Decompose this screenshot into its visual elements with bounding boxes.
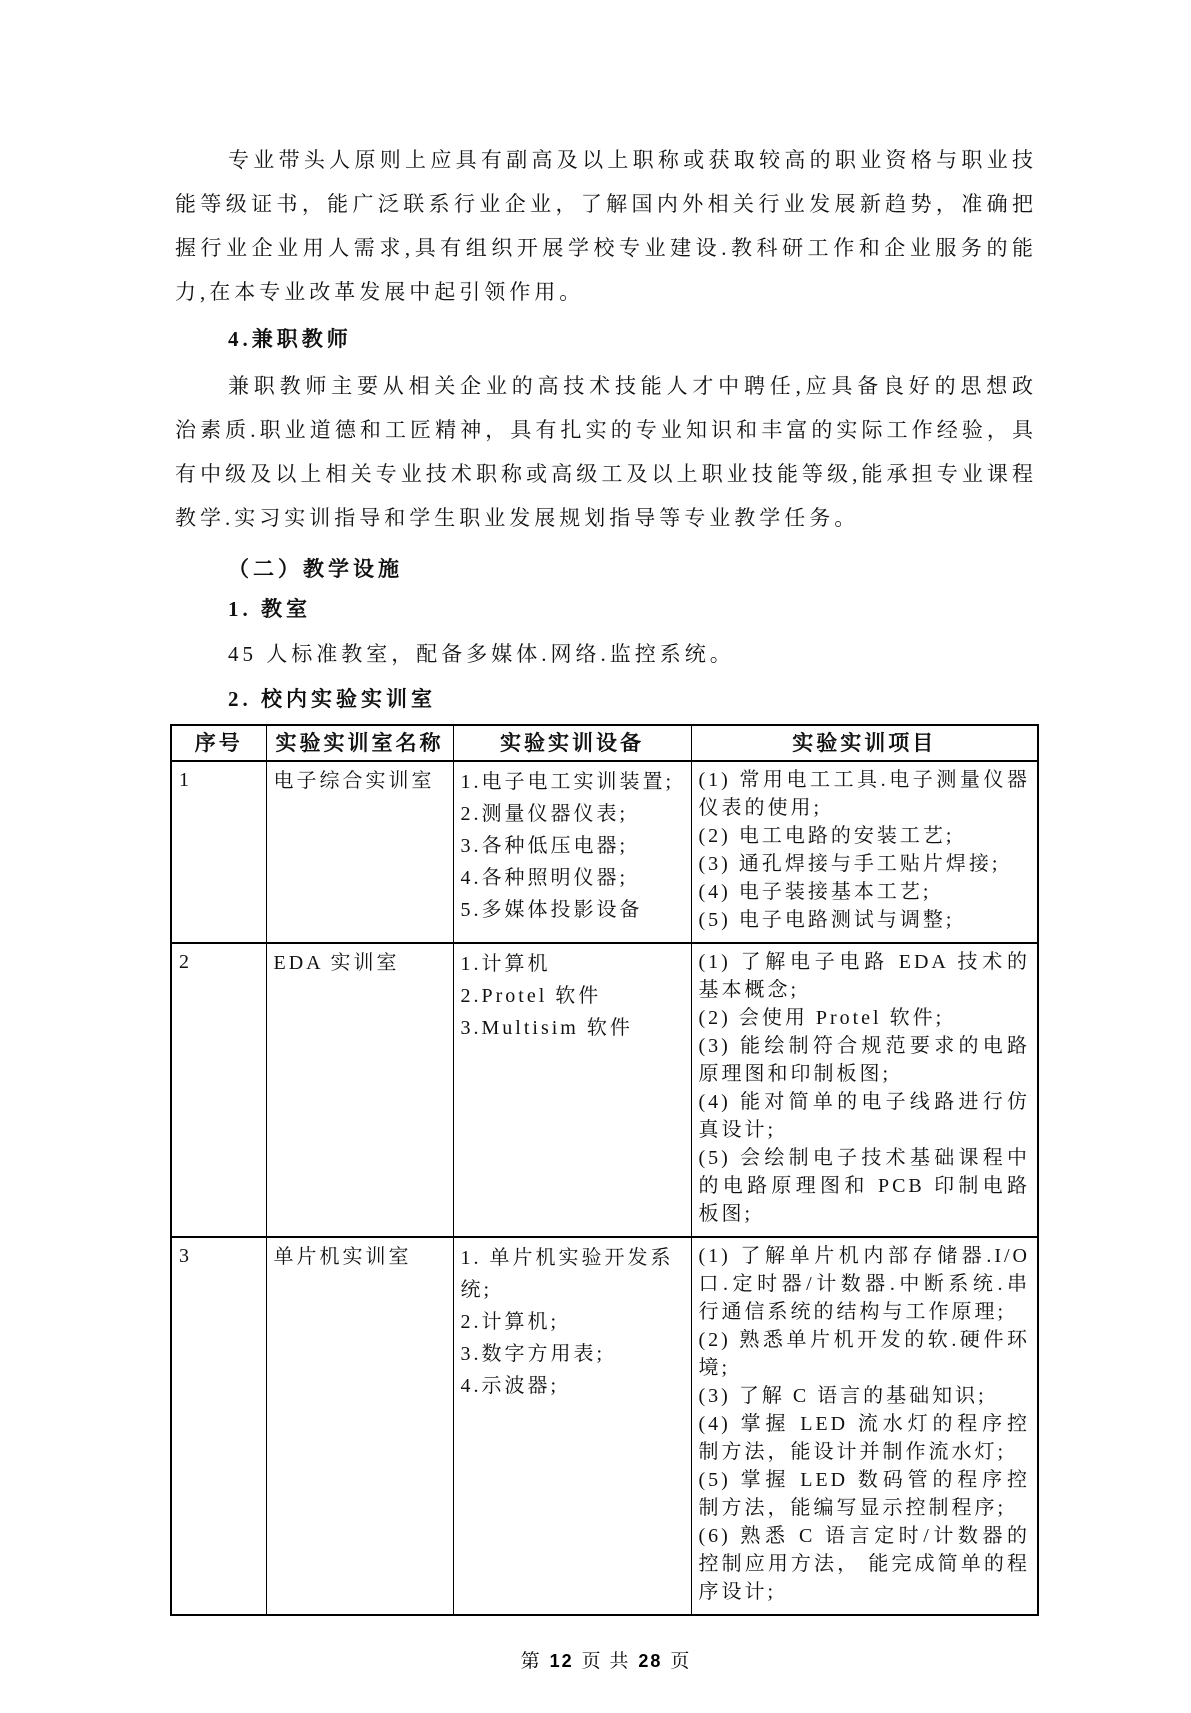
equipment-item: 1.计算机	[460, 953, 551, 975]
lab-room-name: 电子综合实训室	[266, 761, 453, 943]
column-header-equipment: 实验实训设备	[453, 725, 691, 761]
project-item: (3) 通孔焊接与手工贴片焊接;	[698, 853, 1001, 875]
footer-page-number: 12	[549, 1651, 574, 1671]
project-item: (4) 电子装接基本工艺;	[698, 881, 932, 903]
equipment-item: 3.数字方用表;	[460, 1343, 606, 1365]
project-item: (1) 常用电工工具.电子测量仪器仪表的使用;	[698, 769, 1030, 819]
lab-room-name: EDA 实训室	[266, 943, 453, 1237]
lab-table-row	[171, 761, 1038, 943]
equipment-item: 5.多媒体投影设备	[460, 899, 643, 921]
lab-equipment-cell	[453, 1237, 691, 1615]
heading-classroom: 1. 教室	[228, 597, 311, 621]
labs-table-body	[171, 761, 1038, 1615]
lab-equipment-cell	[453, 943, 691, 1237]
project-item: (2) 会使用 Protel 软件;	[698, 1007, 945, 1029]
footer-prefix: 第	[520, 1651, 542, 1672]
paragraph-classroom-spec: 45 人标准教室，配备多媒体.网络.监控系统。	[228, 642, 735, 666]
equipment-item: 1. 单片机实验开发系统;	[460, 1247, 674, 1301]
footer-suffix: 页	[670, 1651, 692, 1672]
project-item: (2) 电工电路的安装工艺;	[698, 825, 955, 847]
heading-campus-labs: 2. 校内实验实训室	[228, 687, 436, 711]
paragraph-part-time-teachers: 兼职教师主要从相关企业的高技术技能人才中聘任,应具备良好的思想政治素质.职业道德和工匠精神，具有扎实的专业知识和丰富的实际工作经验，具有中级及以上相关专业技术职称或高级工及以上职业技能等级,能承担专业课程教学.实习实训指导和学生职业发展规划指导等专业教学任务。	[175, 374, 1037, 530]
lab-projects-cell	[691, 943, 1038, 1237]
lab-projects-cell	[691, 761, 1038, 943]
lab-room-name: 单片机实训室	[266, 1237, 453, 1615]
project-item: (5) 会绘制电子技术基础课程中的电路原理图和 PCB 印制电路板图;	[698, 1147, 1030, 1225]
paragraph-professional-leader-requirements: 专业带头人原则上应具有副高及以上职称或获取较高的职业资格与职业技能等级证书，能广泛联系行业企业，了解国内外相关行业发展新趋势，准确把握行业企业用人需求,具有组织开展学校专业建设.教科研工作和企业服务的能力,在本专业改革发展中起引领作用。	[175, 148, 1037, 304]
lab-table-row	[171, 1237, 1038, 1615]
equipment-item: 3.各种低压电器;	[460, 835, 629, 857]
equipment-item: 2.Protel 软件	[460, 985, 602, 1007]
project-item: (4) 能对简单的电子线路进行仿真设计;	[698, 1091, 1030, 1141]
labs-table-header	[171, 725, 1038, 761]
lab-row-number: 2	[171, 943, 266, 1237]
lab-row-number: 1	[171, 761, 266, 943]
heading-part-time-teachers: 4.兼职教师	[228, 327, 352, 351]
equipment-item: 2.计算机;	[460, 1311, 560, 1333]
lab-table-row	[171, 943, 1038, 1237]
column-header-projects: 实验实训项目	[691, 725, 1038, 761]
equipment-item: 4.各种照明仪器;	[460, 867, 629, 889]
column-header-lab-name: 实验实训室名称	[266, 725, 453, 761]
equipment-item: 2.测量仪器仪表;	[460, 803, 629, 825]
project-item: (4) 掌握 LED 流水灯的程序控制方法，能设计并制作流水灯;	[698, 1413, 1030, 1463]
project-item: (2) 熟悉单片机开发的软.硬件环境;	[698, 1329, 1030, 1379]
project-item: (1) 了解单片机内部存储器.I/O 口.定时器/计数器.中断系统.串行通信系统的结构与工作原理;	[698, 1245, 1030, 1323]
equipment-item: 4.示波器;	[460, 1375, 560, 1397]
page-footer	[175, 1646, 1037, 1673]
lab-projects-cell	[691, 1237, 1038, 1615]
labs-table-header-row	[171, 725, 1038, 761]
footer-total-pages: 28	[638, 1651, 663, 1671]
project-item: (3) 了解 C 语言的基础知识;	[698, 1385, 987, 1407]
project-item: (6) 熟悉 C 语言定时/计数器的控制应用方法， 能完成简单的程序设计;	[698, 1525, 1030, 1603]
footer-infix: 页 共	[581, 1651, 631, 1672]
lab-equipment-cell	[453, 761, 691, 943]
labs-table	[170, 724, 1039, 1616]
project-item: (5) 电子电路测试与调整;	[698, 909, 955, 931]
project-item: (1) 了解电子电路 EDA 技术的基本概念;	[698, 951, 1030, 1001]
equipment-item: 1.电子电工实训装置;	[460, 771, 675, 793]
project-item: (3) 能绘制符合规范要求的电路原理图和印制板图;	[698, 1035, 1030, 1085]
column-header-number: 序号	[171, 725, 266, 761]
project-item: (5) 掌握 LED 数码管的程序控制方法，能编写显示控制程序;	[698, 1469, 1030, 1519]
lab-row-number: 3	[171, 1237, 266, 1615]
heading-teaching-facilities: （二）教学设施	[228, 557, 403, 581]
equipment-item: 3.Multisim 软件	[460, 1017, 633, 1039]
